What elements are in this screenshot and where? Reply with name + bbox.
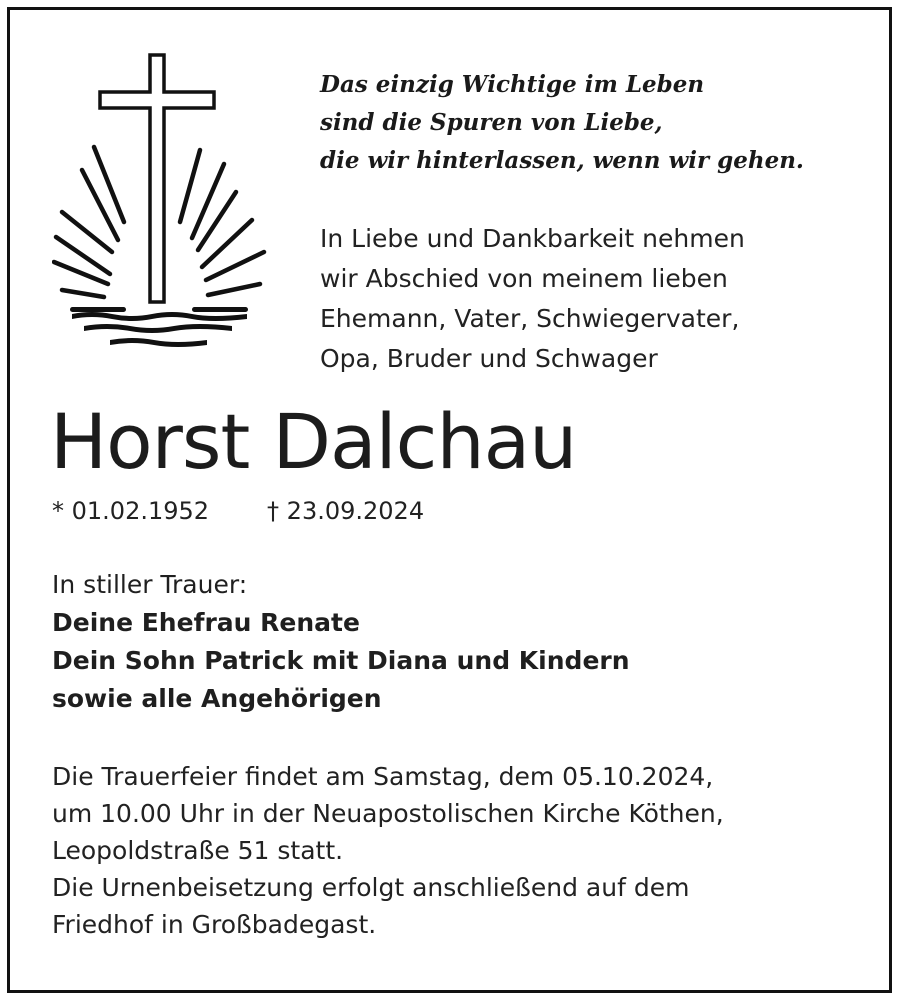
deceased-name: Horst Dalchau	[50, 397, 577, 486]
intro-line: wir Abschied von meinem lieben	[320, 264, 728, 293]
poem-verse	[320, 66, 860, 180]
mourner-line: Dein Sohn Patrick mit Diana und Kindern	[52, 646, 630, 675]
mourners-block	[52, 566, 872, 718]
mourner-line: sowie alle Angehörigen	[52, 684, 382, 713]
death-date: † 23.09.2024	[267, 497, 425, 525]
poem-line: Das einzig Wichtige im Leben	[320, 71, 705, 98]
farewell-intro	[320, 219, 870, 379]
funeral-details	[52, 758, 872, 943]
life-dates	[52, 495, 424, 527]
funeral-line: um 10.00 Uhr in der Neuapostolischen Kirche Köthen,	[52, 799, 724, 828]
mourner-line: Deine Ehefrau Renate	[52, 608, 360, 637]
funeral-line: Friedhof in Großbadegast.	[52, 910, 377, 939]
intro-line: Opa, Bruder und Schwager	[320, 344, 658, 373]
intro-line: Ehemann, Vater, Schwiegervater,	[320, 304, 740, 333]
funeral-line: Leopoldstraße 51 statt.	[52, 836, 344, 865]
cross-with-rising-sun-icon	[52, 52, 272, 357]
poem-line: sind die Spuren von Liebe,	[320, 109, 663, 136]
intro-line: In Liebe und Dankbarkeit nehmen	[320, 224, 745, 253]
funeral-line: Die Trauerfeier findet am Samstag, dem 05.10.2024,	[52, 762, 714, 791]
funeral-line: Die Urnenbeisetzung erfolgt anschließend auf dem	[52, 873, 690, 902]
birth-date: * 01.02.1952	[52, 497, 210, 525]
poem-line: die wir hinterlassen, wenn wir gehen.	[320, 147, 804, 174]
mourners-heading: In stiller Trauer:	[52, 570, 248, 599]
